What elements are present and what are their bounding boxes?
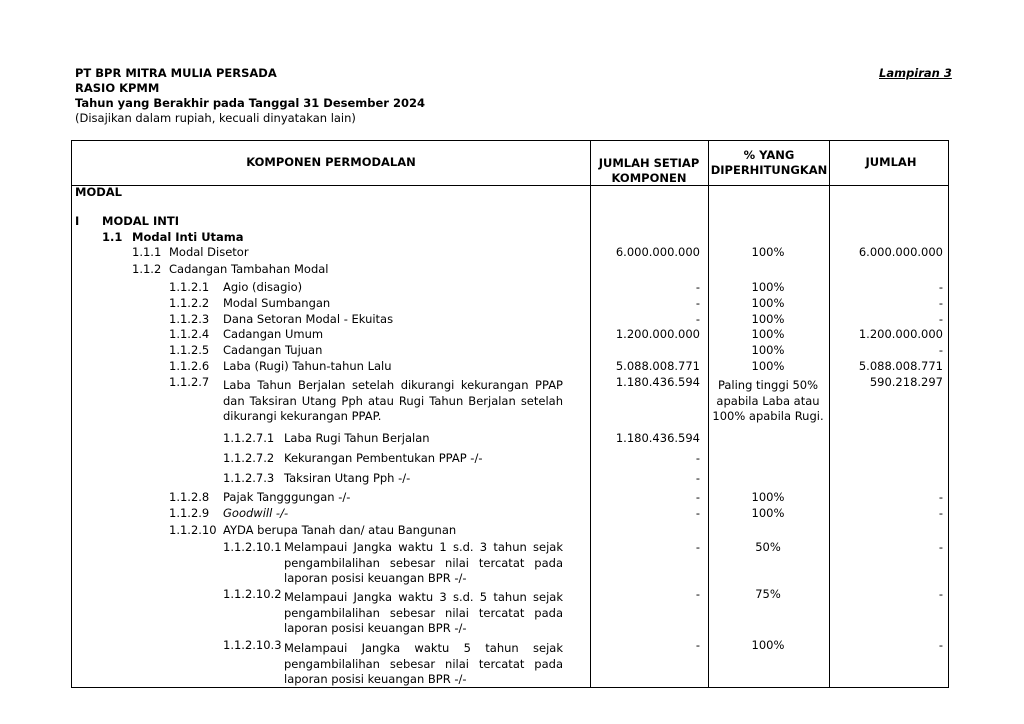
row-label: Laba (Rugi) Tahun-tahun Lalu: [223, 359, 392, 373]
row-amount: -: [695, 280, 700, 294]
row-label: Agio (disagio): [223, 280, 303, 294]
row-number: 1.1.2.7: [169, 375, 210, 389]
row-total: -: [938, 312, 943, 326]
row-number: 1.1.2.6: [169, 359, 210, 373]
row-amount: -: [695, 471, 700, 485]
report-period: Tahun yang Berakhir pada Tanggal 31 Desember 2024: [75, 96, 425, 110]
row-total: -: [938, 280, 943, 294]
row-total: -: [938, 296, 943, 310]
row-total: -: [938, 587, 943, 601]
header-divider: [72, 185, 948, 186]
report-note: (Disajikan dalam rupiah, kecuali dinyatakan lain): [75, 111, 356, 125]
row-percent: 100%: [751, 245, 785, 259]
row-amount: -: [695, 490, 700, 504]
row-label: Melampaui Jangka waktu 1 s.d. 3 tahun sejak pengambilalihan sebesar nilai tercatat pada laporan posisi keuangan BPR -/-: [284, 540, 563, 585]
attachment-label: Lampiran 3: [879, 66, 952, 80]
row-number: 1.1.2.10.2: [223, 587, 282, 601]
row-amount: -: [695, 312, 700, 326]
row-total: -: [938, 540, 943, 554]
row-total: -: [938, 343, 943, 357]
row-number: 1.1.2.8: [169, 490, 210, 504]
row-number: 1.1.2.3: [169, 312, 210, 326]
row-label: Cadangan Umum: [223, 327, 324, 341]
row-percent: 100%: [751, 312, 785, 326]
row-amount: -: [695, 587, 700, 601]
row-number: 1.1.2.1: [169, 280, 210, 294]
row-percent: 50%: [755, 540, 781, 554]
section-title: MODAL: [75, 185, 122, 199]
col-divider: [590, 141, 591, 687]
row-amount: -: [695, 638, 700, 652]
row-total: -: [938, 506, 943, 520]
row-percent: 100%: [751, 280, 785, 294]
row-total: -: [938, 638, 943, 652]
row-label: Laba Tahun Berjalan setelah dikurangi kekurangan PPAP dan Taksiran Utang Pph atau Rugi Tahun Berjalan setelah dikurangi kekurangan PPAP.: [223, 378, 563, 423]
row-label: Modal Disetor: [169, 245, 249, 259]
col-header-percent: % YANG DIPERHITUNGKAN: [710, 148, 828, 177]
row-number: 1.1.2.2: [169, 296, 210, 310]
row-amount: -: [695, 296, 700, 310]
row-percent: 100%: [751, 490, 785, 504]
row-amount: -: [695, 506, 700, 520]
report-title: RASIO KPMM: [75, 81, 160, 95]
row-percent: 100%: [751, 343, 785, 357]
row-label: AYDA berupa Tanah dan/ atau Bangunan: [223, 523, 457, 537]
row-number: 1.1.2.9: [169, 506, 210, 520]
row-label: Melampaui Jangka waktu 3 s.d. 5 tahun sejak pengambilalihan sebesar nilai tercatat pada laporan posisi keuangan BPR -/-: [284, 590, 563, 635]
subgroup-number: 1.1: [102, 230, 123, 244]
row-amount: 6.000.000.000: [615, 245, 700, 259]
row-number: 1.1.1: [132, 245, 162, 259]
company-name: PT BPR MITRA MULIA PERSADA: [75, 66, 277, 80]
row-label: Melampaui Jangka waktu 5 tahun sejak pengambilalihan sebesar nilai tercatat pada laporan posisi keuangan BPR -/-: [284, 641, 563, 686]
row-label: Pajak Tangggungan -/-: [223, 490, 351, 504]
row-label: Cadangan Tambahan Modal: [169, 262, 329, 276]
col-header-total: JUMLAH: [865, 155, 917, 169]
row-label: Taksiran Utang Pph -/-: [284, 471, 411, 485]
col-header-component: KOMPONEN PERMODALAN: [246, 155, 416, 169]
group-label: MODAL INTI: [102, 214, 180, 228]
col-divider: [829, 141, 830, 687]
group-number: I: [75, 214, 80, 228]
row-amount: 1.180.436.594: [615, 431, 700, 445]
row-percent: 100%: [751, 638, 785, 652]
row-label: Kekurangan Pembentukan PPAP -/-: [284, 451, 483, 465]
row-number: 1.1.2.10.1: [223, 540, 282, 554]
row-number: 1.1.2.5: [169, 343, 210, 357]
subgroup-label: Modal Inti Utama: [132, 230, 244, 244]
row-amount: -: [695, 451, 700, 465]
row-label: Goodwill -/-: [223, 506, 289, 520]
row-label: Cadangan Tujuan: [223, 343, 323, 357]
row-percent: 100%: [751, 506, 785, 520]
row-number: 1.1.2.7.1: [223, 431, 275, 445]
row-amount: -: [695, 540, 700, 554]
row-total: 6.000.000.000: [858, 245, 943, 259]
row-number: 1.1.2.10: [169, 523, 217, 537]
row-total: 590.218.297: [869, 375, 943, 389]
col-divider: [708, 141, 709, 687]
row-percent: Paling tinggi 50% apabila Laba atau 100% apabila Rugi.: [712, 378, 824, 423]
row-percent: 100%: [751, 327, 785, 341]
row-label: Laba Rugi Tahun Berjalan: [284, 431, 430, 445]
row-amount: 1.180.436.594: [615, 375, 700, 389]
row-total: -: [938, 490, 943, 504]
row-number: 1.1.2.10.3: [223, 638, 282, 652]
row-label: Dana Setoran Modal - Ekuitas: [223, 312, 394, 326]
row-number: 1.1.2.7.2: [223, 451, 275, 465]
row-number: 1.1.2: [132, 262, 162, 276]
row-percent: 100%: [751, 359, 785, 373]
row-total: 5.088.008.771: [858, 359, 943, 373]
row-percent: 75%: [755, 587, 781, 601]
row-number: 1.1.2.4: [169, 327, 210, 341]
row-percent: 100%: [751, 296, 785, 310]
row-amount: 5.088.008.771: [615, 359, 700, 373]
col-header-amount: JUMLAH SETIAP KOMPONEN: [598, 156, 700, 185]
row-amount: 1.200.000.000: [615, 327, 700, 341]
row-total: 1.200.000.000: [858, 327, 943, 341]
row-label: Modal Sumbangan: [223, 296, 331, 310]
row-number: 1.1.2.7.3: [223, 471, 275, 485]
